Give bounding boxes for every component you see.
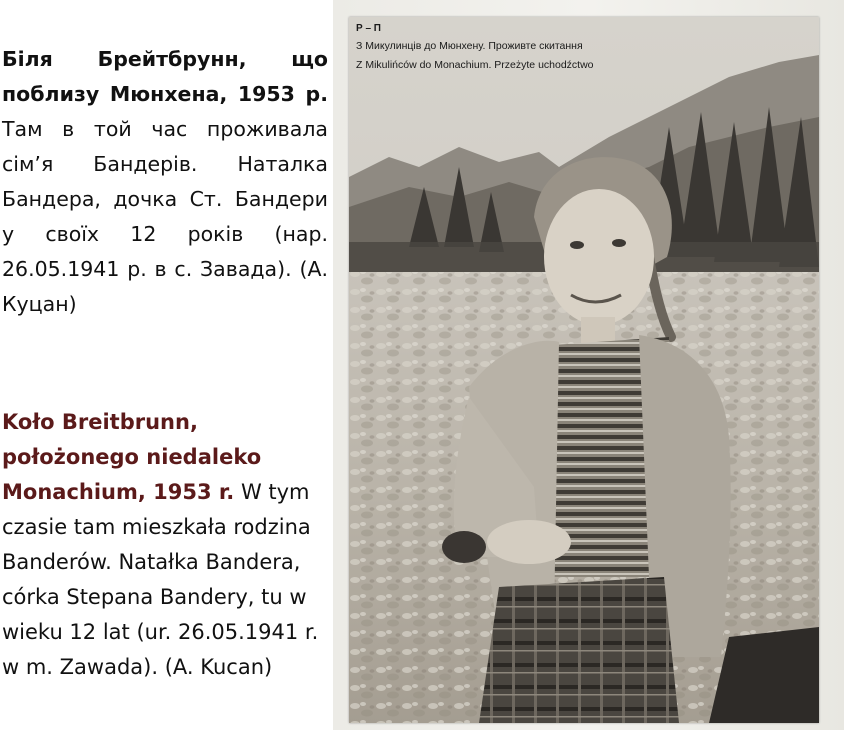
caption-polish [2, 405, 332, 685]
photo-header [356, 23, 656, 78]
photo-code: Р – П [356, 23, 381, 34]
photo-title-polish: Z Mikulińców do Monachium. Przeżyte uchodźctwo [356, 59, 594, 71]
caption-polish-body: W tym czasie tam mieszkała rodzina Banderów. Natałka Bandera, córka Stepana Bandery, tu w wieku 12 lat (ur. 26.05.1941 r. w m. Zawada). (A. Kucan) [2, 480, 319, 679]
caption-ukrainian [2, 42, 328, 322]
photo-illustration [349, 17, 819, 723]
photo-title-ukrainian: З Микулинців до Мюнхену. Проживте скитання [356, 40, 583, 52]
caption-ukrainian-lead: Біля Брейтбрунн, що поблизу Мюнхена, 1953 р. [2, 47, 328, 106]
caption-ukrainian-body: Там в той час проживала сім’я Бандерів. Наталка Бандера, дочка Ст. Бандери у своїх 12 років (нар. 26.05.1941 р. в с. Завада). (А. Куцан) [2, 117, 328, 316]
caption-polish-lead: Koło Breitbrunn, położonego niedaleko Monachium, 1953 r. [2, 410, 262, 504]
historical-photo [349, 17, 819, 723]
